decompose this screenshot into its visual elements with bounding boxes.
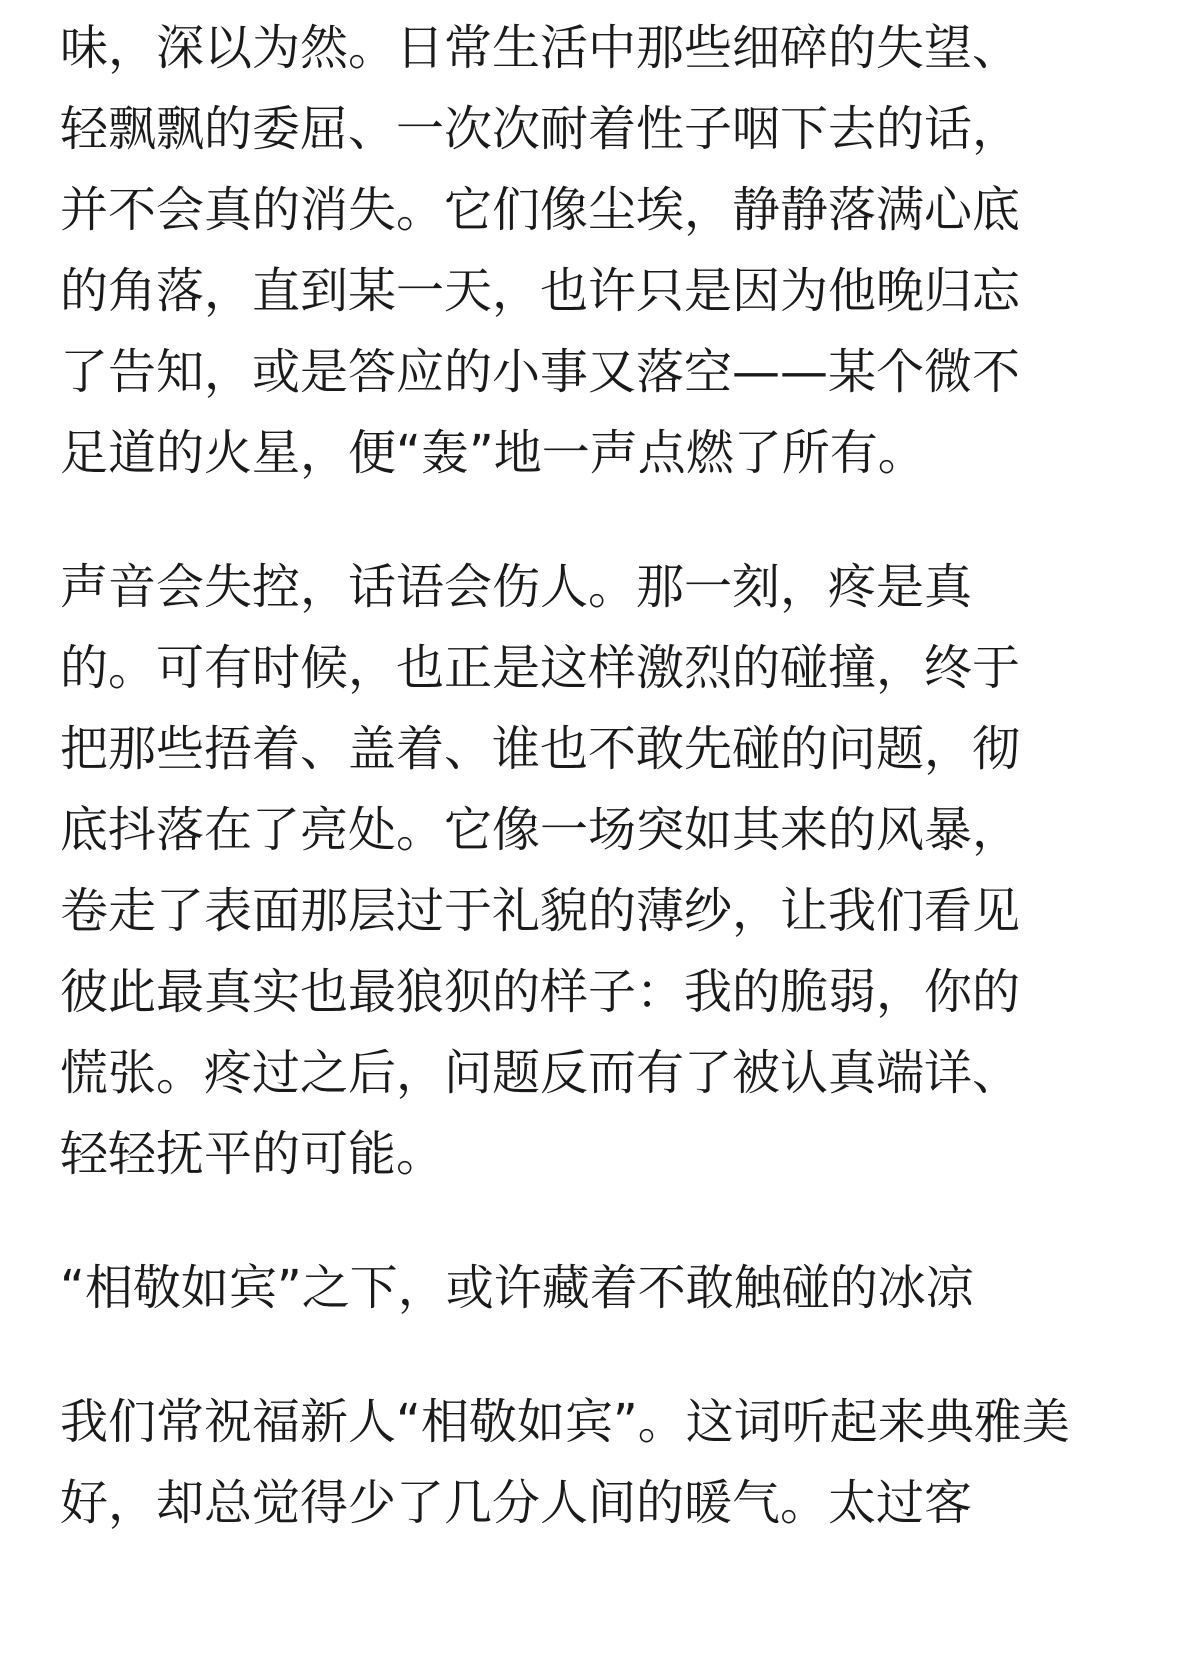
text-line: 轻飘飘的委屈、一次次耐着性子咽下去的话， xyxy=(60,101,1021,157)
heading-line: “相敬如宾”之下，或许藏着不敢触碰的冰凉 xyxy=(60,1260,974,1316)
text-line: 声音会失控，话语会伤人。那一刻，疼是真 xyxy=(60,559,973,615)
paragraph-gap xyxy=(60,1195,1120,1248)
text-line: 的角落，直到某一天，也许只是因为他晚归忘 xyxy=(60,263,1021,319)
paragraph-1 xyxy=(60,8,1120,494)
text-line: 好，却总觉得少了几分人间的暖气。太过客 xyxy=(60,1475,973,1531)
section-heading xyxy=(60,1248,1120,1329)
text-line: 足道的火星，便“轰”地一声点燃了所有。 xyxy=(60,425,926,481)
text-line: 慌张。疼过之后，问题反而有了被认真端详、 xyxy=(60,1045,1021,1101)
text-line: 并不会真的消失。它们像尘埃，静静落满心底 xyxy=(60,182,1021,238)
paragraph-2 xyxy=(60,547,1120,1195)
paragraph-3 xyxy=(60,1382,1120,1544)
paragraph-gap xyxy=(60,1329,1120,1382)
top-spacer xyxy=(60,0,1120,8)
text-line: 的。可有时候，也正是这样激烈的碰撞，终于 xyxy=(60,640,1021,696)
text-line: 轻轻抚平的可能。 xyxy=(60,1126,445,1182)
article-body xyxy=(60,0,1120,1544)
text-line: 我们常祝福新人“相敬如宾”。这词听起来典雅美 xyxy=(60,1394,1070,1450)
text-line: 味，深以为然。日常生活中那些细碎的失望、 xyxy=(60,20,1021,76)
text-line: 把那些捂着、盖着、谁也不敢先碰的问题，彻 xyxy=(60,721,1021,777)
text-line: 卷走了表面那层过于礼貌的薄纱，让我们看见 xyxy=(60,883,1021,939)
paragraph-gap xyxy=(60,494,1120,547)
text-line: 了告知，或是答应的小事又落空——某个微不 xyxy=(60,344,1021,400)
text-line: 彼此最真实也最狼狈的样子：我的脆弱，你的 xyxy=(60,964,1021,1020)
text-line: 底抖落在了亮处。它像一场突如其来的风暴， xyxy=(60,802,1021,858)
